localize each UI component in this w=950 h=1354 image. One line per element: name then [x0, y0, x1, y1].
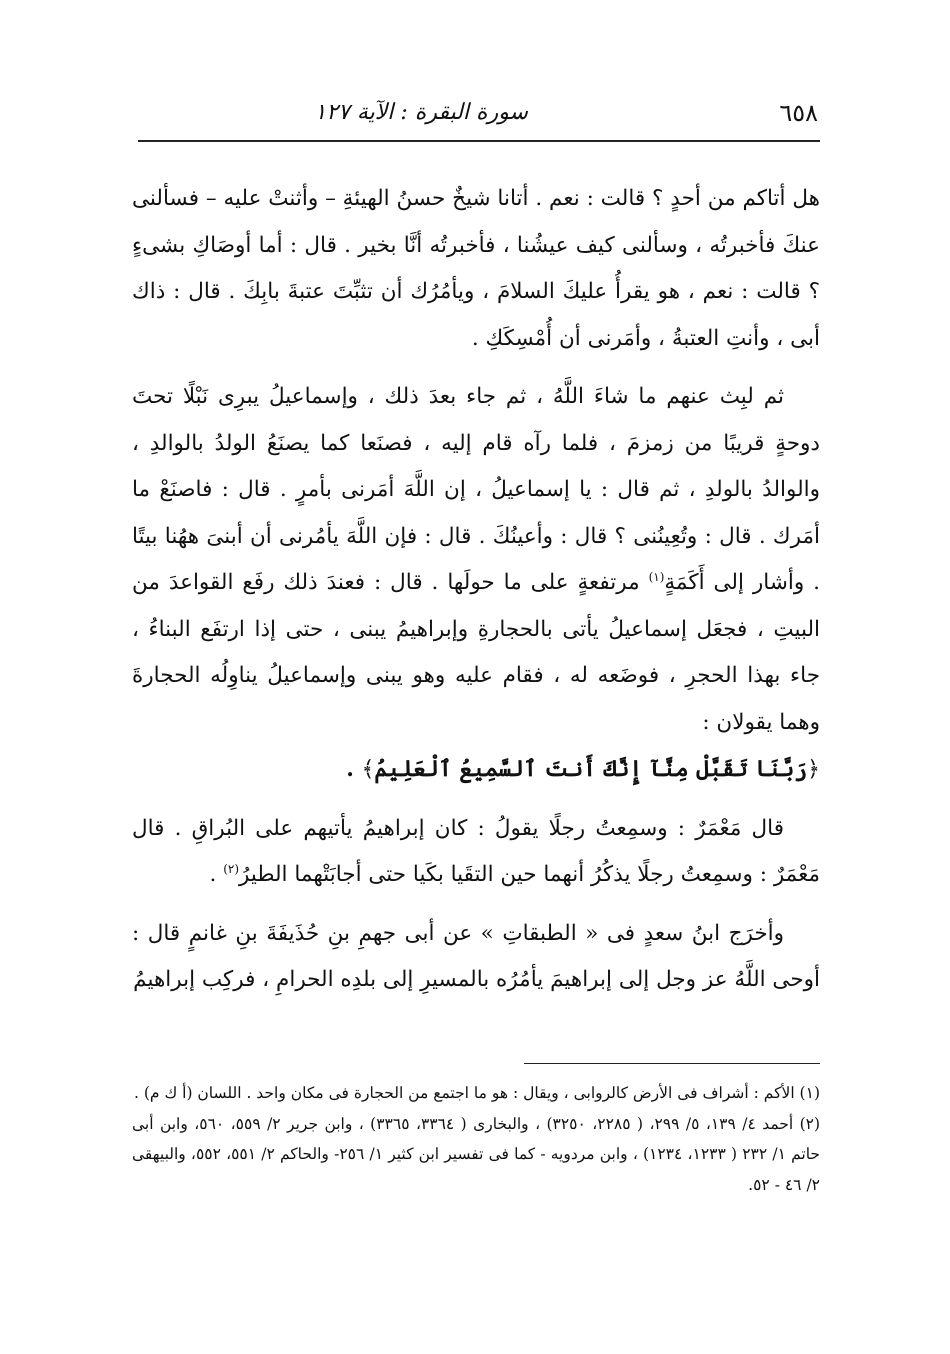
footnote-1: (١) الأكم : أشراف فى الأرض كالروابى ، ويقال : هو ما اجتمع من الحجارة فى مكان واحد . اللسان (أ ك م) .: [134, 1084, 820, 1102]
paragraph-mamar-text: قال مَعْمَرٌ : وسمِعتُ رجلًا يقولُ : كان إبراهيمُ يأتيهم على البُراقِ . قال مَعْمَرٌ : وسمِعتُ رجلًا يذكُرُ أنهما حين التقَيا بكَيا حتى أجابَتْهما الطيرُ: [132, 815, 820, 887]
paragraph-mamar-end: .: [209, 862, 224, 887]
running-title: سورة البقرة : الآية ١٢٧: [314, 100, 528, 125]
paragraph-1: هل أتاكم من أحدٍ ؟ قالت : نعم . أتانا شيخٌ حسنُ الهيئةِ – وأثنتْ عليه – فسألنى عنكَ فأخبرتُه ، وسألنى كيف عيشُنا ، فأخبرتُه أنَّا بخير . قال : أما أوصَاكِ بشىءٍ ؟ قالت : نعم ، هو يقرأُ عليكَ السلامَ ، ويأمُرُك أن تثبِّتَ عتبةَ بابِكَ . قال : ذاك أبى ، وأنتِ العتبةُ ، وأمَرنى أن أُمْسِكَكِ .: [132, 186, 820, 351]
footnote-2-marker: (٢): [223, 861, 240, 876]
page-number: ٦٥٨: [779, 99, 818, 127]
paragraph-2-part-a: ثم لبِث عنهم ما شاءَ اللَّهُ ، ثم جاء بعدَ ذلك ، وإسماعيلُ يبرِى نَبْلًا تحتَ دوحةٍ قريبًا من زمزمَ ، فلما رآه قام إليه ، فصنَعا كما يصنَعُ الولدُ بالوالدِ ، والوالدُ بالولدِ ، ثم قال : يا إسماعيلُ ، إن اللَّهَ أمَرنى بأمرٍ . قال : فاصنَعْ ما أمَرك . قال : وتُعِينُنى ؟ قال : وأعينُكَ . قال : فإن اللَّهَ يأمُرنى أن أبنىَ ههُنا بيتًا . وأشار إلى أَكَمَةٍ: [132, 384, 820, 595]
footnotes: [132, 1078, 820, 1200]
main-text: [132, 176, 820, 1004]
paragraph-last: وأخرَج ابنُ سعدٍ فى « الطبقاتِ » عن أبى جهمِ بنِ حُذَيفَةَ بنِ غانمٍ قال : أوحى اللَّهُ عز وجل إلى إبراهيمَ يأمُرُه بالمسيرِ إلى بلدِه الحرامِ ، فركِب إبراهيمُ: [132, 920, 820, 992]
quran-verse: [132, 746, 820, 794]
footnote-1-marker: (١): [648, 569, 665, 584]
header-rule: [138, 140, 820, 142]
verse-text: رَبَّنَا تَقَبَّلْ مِنَّآ إِنَّكَ أَنتَ ٱلسَّمِيعُ ٱلْعَلِيمُ: [374, 756, 808, 782]
verse-close-bracket: ﴾: [361, 757, 375, 782]
page-header: [138, 96, 818, 136]
paragraph-2: [132, 374, 820, 746]
paragraph-2-part-b: مرتفعةٍ على ما حولَها . قال : فعندَ ذلك رفَع القواعدَ من البيتِ ، فجعَل إسماعيلُ يأتى بالحجارةِ وإبراهيمُ يبنى ، حتى إذا ارتفَع البناءُ ، جاء بهذا الحجرِ ، فوضَعه له ، فقام عليه وهو يبنى وإسماعيلُ يناوِلُه الحجارةَ وهما يقولان :: [132, 570, 820, 735]
footnote-2: (٢) أحمد ٤/ ١٣٩، ٥/ ٢٩٩، ( ٢٢٨٥، ٣٢٥٠) ، والبخارى ( ٣٣٦٤، ٣٣٦٥) ، وابن جرير ٢/ ٥٥٩، ٥٦٠، وابن أبى حاتم ١/ ٢٣٢ ( ١٢٣٣، ١٢٣٤) ، وابن مردويه - كما فى تفسير ابن كثير ١/ ٢٥٦- والحاكم ٢/ ٥٥١، ٥٥٢، والبيهقى ٢/ ٤٦ - ٥٢.: [132, 1114, 821, 1194]
verse-open-bracket: ﴿: [807, 757, 820, 782]
verse-end: .: [346, 756, 362, 782]
footnote-rule: [524, 1063, 820, 1064]
paragraph-mamar: [132, 806, 820, 899]
